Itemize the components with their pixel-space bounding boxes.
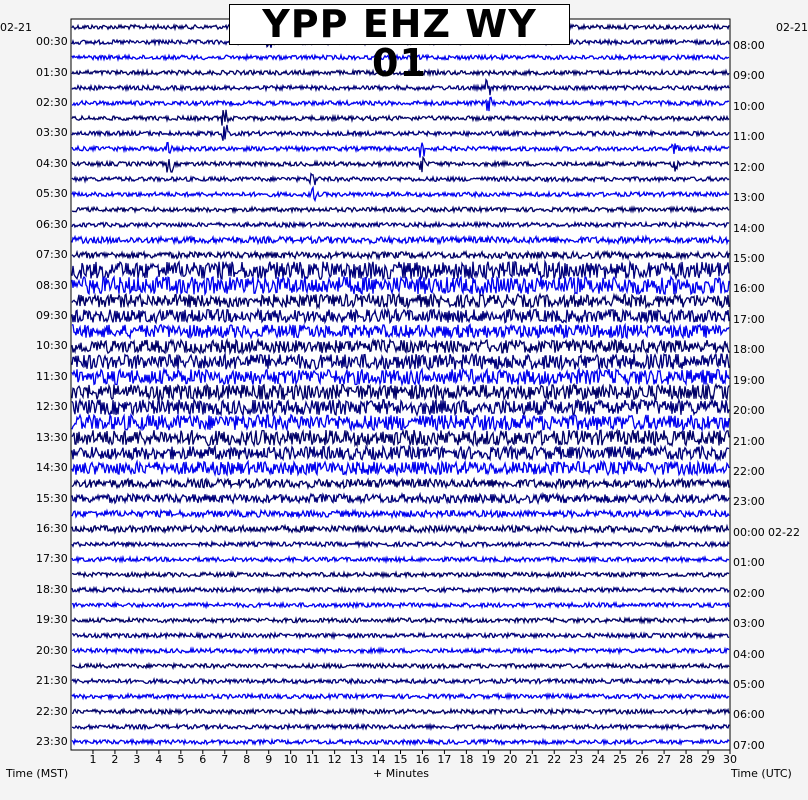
right-date-label: 02-21	[776, 21, 808, 34]
right-time-label: 03:00	[733, 617, 765, 631]
left-time-label: 10:30	[36, 339, 68, 353]
left-time-label: 19:30	[36, 613, 68, 627]
left-time-label: 12:30	[36, 400, 68, 414]
right-time-label: 10:00	[733, 99, 765, 113]
x-tick-label: 28	[679, 753, 694, 766]
left-date-label: 02-21	[0, 21, 32, 34]
left-time-label: 09:30	[36, 309, 68, 323]
right-time-label: 08:00	[733, 39, 765, 52]
x-tick-label: 2	[111, 753, 119, 766]
right-time-label: 21:00	[733, 434, 765, 448]
right-time-label: 13:00	[733, 191, 765, 205]
right-time-label: 12:00	[733, 160, 765, 174]
x-tick-label: 15	[393, 753, 408, 766]
right-time-label: 16:00	[733, 282, 765, 296]
right-time-label: 04:00	[733, 647, 765, 661]
left-time-label: 01:30	[36, 65, 68, 79]
right-time-label: 19:00	[733, 373, 765, 387]
right-time-label: 14:00	[733, 221, 765, 235]
x-tick-label: 24	[591, 753, 606, 766]
right-axis-label: Time (UTC)	[731, 767, 792, 780]
right-time-label: 20:00	[733, 404, 765, 418]
x-tick-label: 25	[613, 753, 628, 766]
x-tick-label: 29	[701, 753, 716, 766]
x-tick-label: 3	[133, 753, 141, 766]
right-time-label: 18:00	[733, 343, 765, 357]
x-tick-label: 7	[221, 753, 229, 766]
left-time-label: 21:30	[36, 674, 68, 688]
right-time-label: 09:00	[733, 69, 765, 83]
left-time-label: 00:30	[36, 35, 68, 49]
x-tick-label: 4	[155, 753, 163, 766]
left-time-label: 05:30	[36, 187, 68, 201]
x-tick-label: 19	[481, 753, 496, 766]
right-time-label: 00:00	[733, 525, 765, 539]
x-tick-label: 16	[415, 753, 430, 766]
x-tick-label: 30	[723, 753, 737, 766]
x-tick-label: 21	[525, 753, 540, 766]
x-tick-label: 1	[89, 753, 97, 766]
x-tick-label: 20	[503, 753, 518, 766]
left-time-label: 02:30	[36, 96, 68, 110]
right-time-label: 06:00	[733, 708, 765, 722]
right-time-label: 15:00	[733, 251, 765, 265]
left-time-label: 03:30	[36, 126, 68, 140]
right-time-label: 02:00	[733, 586, 765, 600]
right-time-label: 23:00	[733, 495, 765, 509]
left-time-label: 07:30	[36, 248, 68, 262]
left-time-label: 16:30	[36, 522, 68, 536]
left-time-label: 13:30	[36, 430, 68, 444]
x-tick-label: 5	[177, 753, 185, 766]
right-rollover-date-label: 02-22	[768, 525, 800, 539]
plot-area	[71, 19, 730, 750]
left-time-label: 06:30	[36, 217, 68, 231]
left-time-label: 08:30	[36, 278, 68, 292]
left-time-label: 17:30	[36, 552, 68, 566]
left-time-label: 22:30	[36, 704, 68, 718]
left-time-label: 18:30	[36, 582, 68, 596]
x-tick-label: 12	[327, 753, 342, 766]
right-time-label: 05:00	[733, 677, 765, 691]
right-time-label: 22:00	[733, 464, 765, 478]
left-time-label: 11:30	[36, 369, 68, 383]
x-tick-label: 14	[371, 753, 386, 766]
x-tick-label: 23	[569, 753, 584, 766]
right-time-label: 17:00	[733, 312, 765, 326]
left-time-label: 04:30	[36, 156, 68, 170]
x-tick-label: 11	[305, 753, 320, 766]
right-time-label: 07:00	[733, 738, 765, 752]
x-tick-label: 22	[547, 753, 562, 766]
x-tick-label: 18	[459, 753, 474, 766]
left-time-label: 20:30	[36, 643, 68, 657]
left-axis-label: Time (MST)	[6, 767, 69, 780]
x-tick-label: 8	[243, 753, 251, 766]
x-tick-label: 27	[657, 753, 672, 766]
left-time-label: 14:30	[36, 461, 68, 475]
x-tick-label: 6	[199, 753, 207, 766]
left-time-label: 15:30	[36, 491, 68, 505]
x-tick-label: 10	[283, 753, 298, 766]
left-time-label: 23:30	[36, 735, 68, 748]
x-tick-label: 17	[437, 753, 452, 766]
x-tick-label: 9	[265, 753, 273, 766]
right-time-label: 11:00	[733, 130, 765, 144]
x-tick-label: 26	[635, 753, 650, 766]
chart-title: YPP EHZ WY 01	[229, 4, 570, 45]
right-time-label: 01:00	[733, 556, 765, 570]
x-axis-label: + Minutes	[373, 767, 430, 780]
x-tick-label: 13	[349, 753, 364, 766]
